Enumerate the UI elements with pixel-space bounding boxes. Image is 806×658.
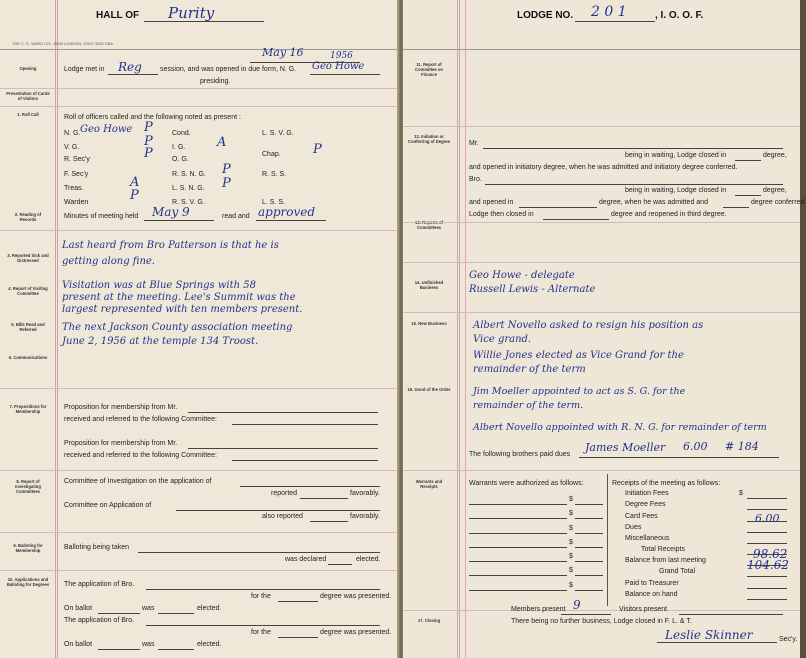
margin-rule (57, 0, 58, 658)
good-of-order-line: remainder of the term. (473, 400, 584, 411)
investigation-also-reported: also reported (262, 513, 303, 520)
roll-rsecy: R. Sec'y (64, 156, 90, 163)
roll-rss: R. S. S. (262, 171, 287, 178)
receipt-label-paid: Paid to Treasurer (625, 580, 679, 587)
members-present-count: 9 (573, 598, 581, 612)
dues-amount: 6.00 (683, 440, 708, 453)
initiation-reopened: degree and reopened in third degree. (611, 211, 727, 218)
initiation-mr: Mr. (469, 140, 479, 147)
receipt-dollar: $ (739, 490, 743, 497)
roll-lsng-mark: P (222, 176, 231, 191)
handwritten-note-line: The next Jackson County association meeting (62, 322, 293, 333)
lodge-number: 2 0 1 (591, 4, 627, 20)
initiation-waiting: being in waiting, Lodge closed in (625, 187, 727, 194)
application-elected: elected. (197, 605, 222, 612)
roll-cond: Cond. (172, 130, 191, 137)
receipt-grand-total-amount: 104.62 (747, 558, 789, 572)
roll-treas-mark: A (130, 175, 140, 190)
warrant-dollar: $ (569, 553, 573, 560)
application-was: was (142, 605, 155, 612)
application-was: was (142, 641, 155, 648)
receipt-label-card: Card Fees (625, 513, 658, 520)
receipt-label-grand-total: Grand Total (659, 568, 696, 575)
good-of-order-line: Jim Moeller appointed to act as S. G. for the (473, 386, 686, 397)
dues-label: The following brothers paid dues (469, 451, 571, 458)
visitors-present-label: Visitors present (619, 606, 668, 613)
section-label-initiation: 12. Initiation or Conferring of Degree (408, 134, 450, 144)
handwritten-note-line: largest represented with ten members present. (62, 304, 303, 315)
roll-ng-name: Geo Howe (80, 124, 133, 135)
investigation-favorably: favorably. (350, 490, 380, 497)
receipt-label-total: Total Receipts (641, 546, 685, 553)
investigation-favorably: favorably. (350, 513, 380, 520)
new-business-line: remainder of the term (473, 364, 586, 375)
application-degree-presented: degree was presented. (320, 629, 392, 636)
lodge-no-label: LODGE NO. (517, 10, 574, 21)
section-label-good: 16. Good of the Order (407, 387, 451, 392)
left-page (0, 0, 399, 658)
section-label-visiting: 4. Report of Visiting Committee (8, 286, 48, 296)
dues-receipt-number: # 184 (725, 440, 759, 453)
application-on-ballot: On ballot (64, 641, 93, 648)
receipt-label-initiation: Initiation Fees (625, 490, 669, 497)
warrant-dollar: $ (569, 496, 573, 503)
margin-rule (459, 0, 460, 658)
warrant-dollar: $ (569, 539, 573, 546)
roll-vg: V. G. (64, 144, 80, 151)
warrants-intro: Warrants were authorized as follows: (469, 480, 584, 487)
receipt-dues-amount: 6.00 (755, 512, 780, 525)
application-for-the: for the (251, 593, 271, 600)
initiation-degree-conferred: degree conferred. (751, 199, 806, 206)
section-label-bills: 5. Bills Read and Referred (11, 322, 45, 332)
secretary-label: Sec'y. (779, 636, 798, 643)
application-line: The application of Bro. (64, 617, 135, 624)
opening-line-session: session, and was opened in due form, N. G. (160, 66, 297, 73)
opening-line-lodge-met: Lodge met in (64, 66, 105, 73)
roll-intro: Roll of officers called and the following noted as present : (64, 114, 241, 121)
handwritten-note-line: Visitation was at Blue Springs with 58 (62, 280, 256, 291)
roll-lss: L. S. S. (262, 199, 285, 206)
unfinished-business-line: Russell Lewis - Alternate (469, 284, 596, 295)
section-label-roll-call: 1. Roll Call (17, 112, 39, 117)
roll-fsecy: F. Sec'y (64, 171, 89, 178)
roll-lsvg: L. S. V. G. (262, 130, 294, 137)
application-degree-presented: degree was presented. (320, 593, 392, 600)
receipts-intro: Receipts of the meeting as follows: (612, 480, 721, 487)
roll-treas: Treas. (64, 185, 84, 192)
closing-statement: There being no further business, Lodge closed in F. L. & T. (511, 618, 692, 625)
handwritten-note-line: June 2, 1956 at the temple 134 Troost. (62, 336, 259, 347)
roll-ig-mark: A (217, 135, 227, 150)
section-label-propositions: 7. Propositions for Membership (9, 404, 47, 414)
receipt-balance-last-amount: 98.62 (753, 547, 788, 561)
hall-of-label: HALL OF (96, 10, 140, 21)
roll-warden: Warden (64, 199, 89, 206)
receipt-label-degree: Degree Fees (625, 501, 666, 508)
good-of-order-line: Albert Novello appointed with R. N. G. for remainder of term (473, 422, 767, 433)
roll-og: O. G. (172, 156, 189, 163)
opening-date: May 16 (262, 46, 304, 59)
dues-member: James Moeller (585, 441, 666, 454)
new-business-line: Willie Jones elected as Vice Grand for the (473, 350, 684, 361)
minutes-status: approved (258, 205, 316, 219)
proposition-line1: Proposition for membership from Mr. (64, 440, 178, 447)
ioof-label: , I. O. O. F. (655, 10, 704, 21)
new-business-line: Albert Novello asked to resign his position as (473, 320, 704, 331)
receipt-label-balance-last: Balance from last meeting (625, 557, 706, 564)
initiation-degree: degree, (763, 187, 787, 194)
opening-year: 1956 (330, 51, 353, 61)
warrant-dollar: $ (569, 525, 573, 532)
roll-lsng: L. S. N. G. (172, 185, 205, 192)
section-label-balloting: 9. Balloting for Membership (13, 543, 43, 553)
secretary-signature: Leslie Skinner (665, 628, 753, 642)
presiding-ng: Geo Howe (312, 61, 365, 72)
session-type: Reg (118, 60, 142, 74)
roll-ng-mark: P (144, 120, 153, 135)
handwritten-note-line: present at the meeting. Lee's Summit was the (62, 292, 296, 303)
application-line: The application of Bro. (64, 581, 135, 588)
section-label-finance: 11. Report of Committee on Finance (415, 62, 443, 77)
initiation-degree-when: degree, when he was admitted and (599, 199, 708, 206)
roll-ng: N. G. (64, 130, 81, 137)
section-label-applications: 10. Applications and Balloting for Degrees (6, 577, 50, 587)
warrant-dollar: $ (569, 567, 573, 574)
presiding-label: presiding. (200, 78, 231, 85)
proposition-line2: received and referred to the following Committee: (64, 452, 217, 459)
section-label-closing: 17. Closing (417, 618, 441, 623)
right-page (403, 0, 806, 658)
margin-rule (457, 0, 458, 658)
balloting-elected: elected. (356, 556, 381, 563)
minutes-label: Minutes of meeting held (64, 213, 139, 220)
warrant-dollar: $ (569, 510, 573, 517)
receipt-label-dues: Dues (625, 524, 642, 531)
section-label-new-business: 15. New Business (411, 321, 447, 326)
roll-rsng-mark: P (222, 162, 231, 177)
minutes-date: May 9 (152, 205, 190, 219)
publisher-imprint: THE C. E. WARD CO., NEW LONDON, OHIO 3200 CBA (12, 41, 113, 46)
roll-rsng: R. S. N. G. (172, 171, 206, 178)
handwritten-note-line: getting along fine. (62, 256, 155, 267)
application-on-ballot: On ballot (64, 605, 93, 612)
receipt-label-misc: Miscellaneous (625, 535, 670, 542)
initiation-bro: Bro. (469, 176, 482, 183)
investigation-line1: Committee of Investigation on the application of (64, 478, 212, 485)
margin-rule (55, 0, 56, 658)
roll-rsvg: R. S. V. G. (172, 199, 205, 206)
section-label-reading: 2. Reading of Records (14, 212, 42, 222)
initiation-degree: degree, (763, 152, 787, 159)
initiation-closed-in: Lodge then closed in (469, 211, 534, 218)
unfinished-business-line: Geo Howe - delegate (469, 270, 575, 281)
roll-chap: Chap. (262, 151, 281, 158)
margin-rule (465, 0, 466, 658)
application-for-the: for the (251, 629, 271, 636)
section-label-committees: Committees (417, 225, 441, 230)
section-label-unfinished: 14. Unfinished Business (414, 280, 444, 290)
new-business-line: Vice grand. (473, 334, 532, 345)
initiation-opened-in: and opened in (469, 199, 514, 206)
handwritten-note-line: Last heard from Bro Patterson is that he is (62, 240, 279, 251)
roll-chap-mark: P (313, 142, 322, 157)
roll-vg-mark: P (144, 134, 153, 149)
roll-rsecy-mark: P (144, 146, 153, 161)
balloting-line1: Balloting being taken (64, 544, 129, 551)
section-label-presentation: Presentation of Cards of Visitors (6, 91, 50, 101)
application-elected: elected. (197, 641, 222, 648)
hall-name: Purity (168, 4, 215, 22)
section-label-communications: 6. Communications (8, 355, 48, 360)
section-label-opening: Opening (19, 66, 37, 71)
section-label-sick: 3. Reported Sick and Distressed (7, 253, 49, 263)
investigation-reported: reported (271, 490, 298, 497)
section-label-investigating: 8. Report of Investigating Committees (15, 479, 41, 494)
roll-ig: I. G. (172, 144, 186, 151)
receipt-label-balance-hand: Balance on hand (625, 591, 678, 598)
section-label-warrants: Warrants and Receipts (415, 479, 443, 489)
warrant-dollar: $ (569, 582, 573, 589)
initiation-waiting: being in waiting, Lodge closed in (625, 152, 727, 159)
proposition-line2: received and referred to the following Committee: (64, 416, 217, 423)
proposition-line1: Proposition for membership from Mr. (64, 404, 178, 411)
investigation-line2: Committee on Application of (64, 502, 152, 509)
initiation-opened-initiatory: and opened in initiatory degree, when he was admitted and initiatory degree conferred. (469, 164, 738, 171)
balloting-declared: was declared (285, 556, 327, 563)
minutes-read-and: read and (222, 213, 250, 220)
roll-warden-mark: P (130, 188, 139, 203)
members-present-label: Members present (511, 606, 566, 613)
